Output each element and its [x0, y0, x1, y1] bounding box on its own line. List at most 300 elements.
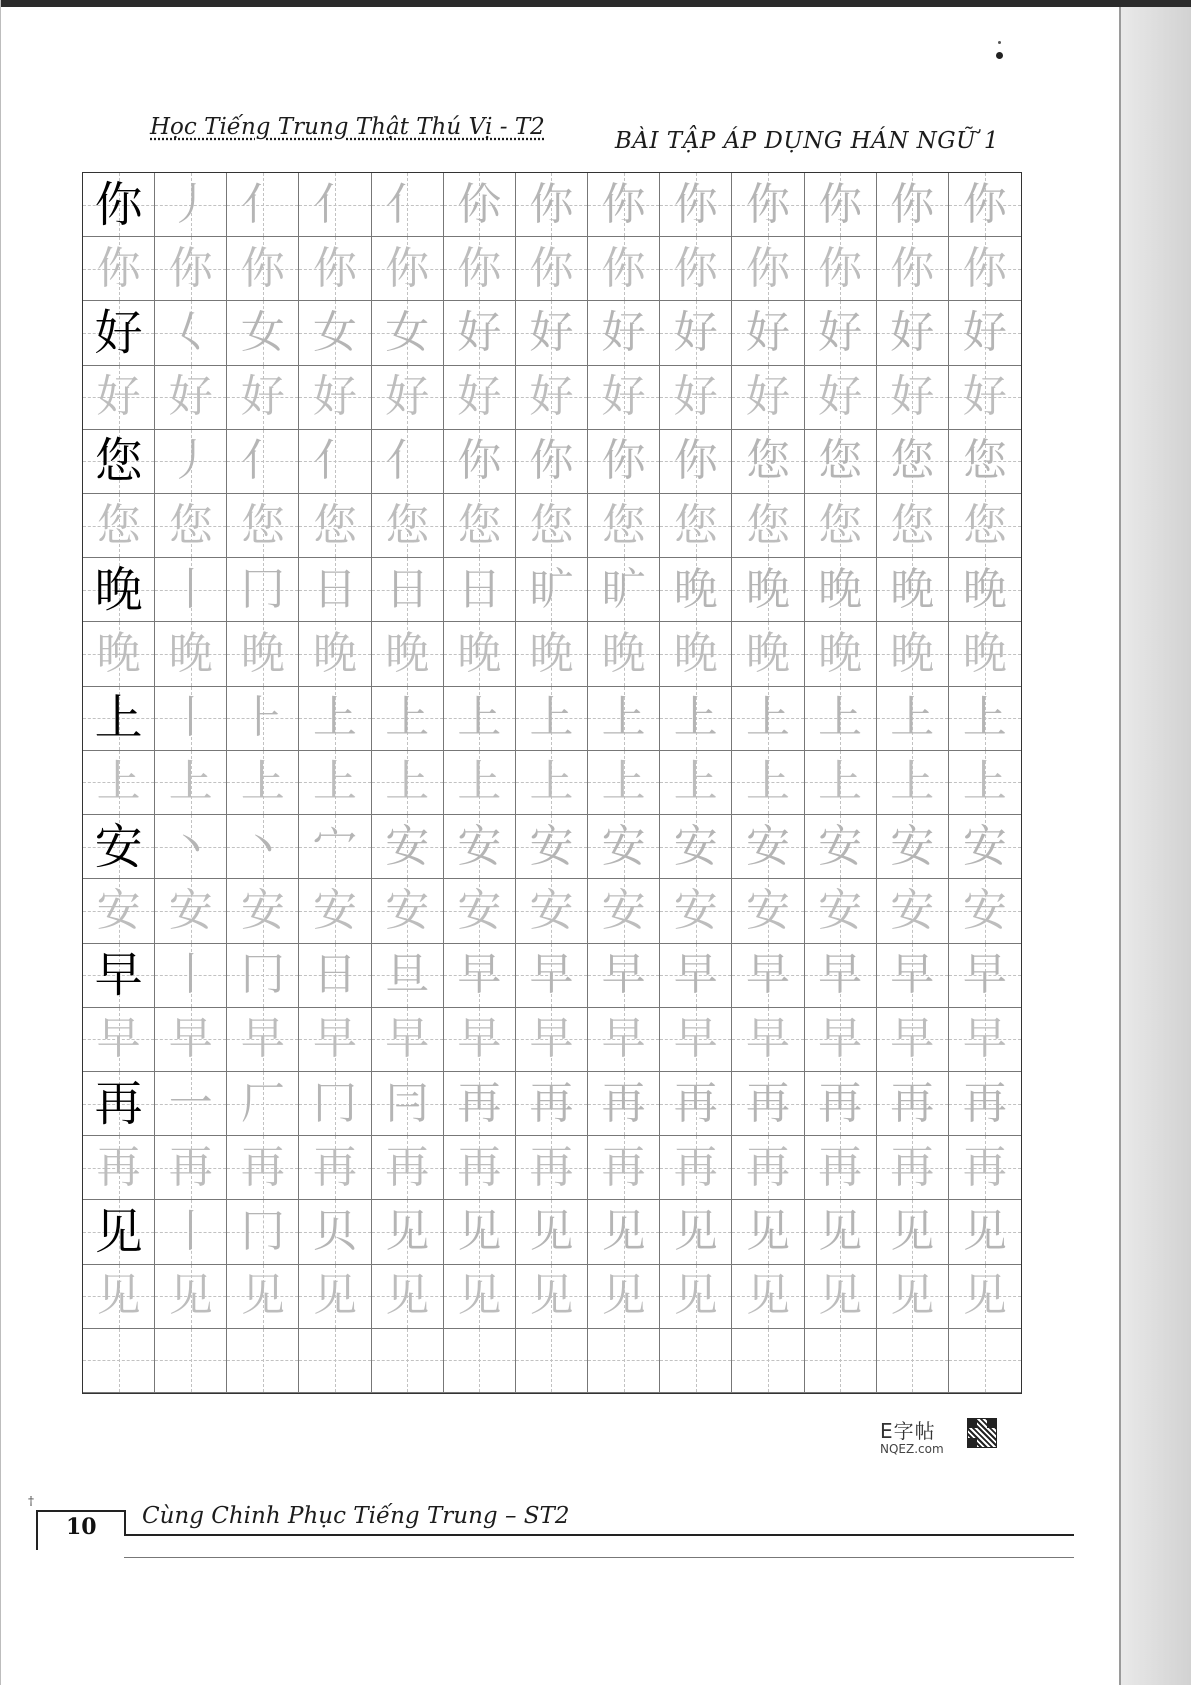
grid-cell	[83, 1200, 155, 1264]
grid-cell	[949, 751, 1021, 815]
grid-cell	[155, 944, 227, 1008]
grid-cell	[227, 430, 299, 494]
grid-cell	[83, 622, 155, 686]
trace-char: 安	[529, 884, 574, 936]
grid-cell	[660, 1136, 732, 1200]
stroke-step: 见	[457, 1205, 502, 1257]
grid-cell	[732, 558, 804, 622]
trace-char: 早	[962, 1013, 1007, 1065]
trace-char: 安	[745, 884, 790, 936]
trace-char: 晚	[673, 628, 718, 680]
trace-char: 早	[601, 1013, 646, 1065]
grid-cell	[83, 1329, 155, 1393]
trace-char: 您	[385, 499, 430, 551]
grid-cell	[949, 687, 1021, 751]
grid-cell	[299, 1265, 371, 1329]
stroke-step: 晚	[962, 563, 1007, 615]
trace-char: 见	[601, 1270, 646, 1322]
stroke-step: 早	[529, 949, 574, 1001]
grid-cell	[588, 622, 660, 686]
stroke-step: 再	[745, 1077, 790, 1129]
trace-char: 上	[529, 756, 574, 808]
trace-char: 上	[962, 756, 1007, 808]
stroke-step: 早	[601, 949, 646, 1001]
stroke-step: 上	[745, 692, 790, 744]
trace-char: 见	[529, 1270, 574, 1322]
grid-cell	[877, 687, 949, 751]
stroke-step: 安	[673, 820, 718, 872]
grid-cell	[588, 1008, 660, 1072]
grid-cell	[372, 558, 444, 622]
grid-cell	[372, 1329, 444, 1393]
grid-cell	[83, 751, 155, 815]
stroke-step: 见	[962, 1205, 1007, 1257]
grid-cell	[877, 558, 949, 622]
practice-grid	[82, 172, 1022, 1394]
grid-cell	[805, 366, 877, 430]
trace-char: 上	[890, 756, 935, 808]
trace-char: 晚	[745, 628, 790, 680]
grid-cell	[372, 1072, 444, 1136]
grid-cell	[155, 879, 227, 943]
trace-char: 好	[673, 371, 718, 423]
trace-char: 早	[745, 1013, 790, 1065]
grid-cell	[444, 687, 516, 751]
stroke-step: 亻	[313, 178, 358, 230]
stroke-step: 晚	[745, 563, 790, 615]
stroke-step: 一	[168, 1077, 213, 1129]
grid-cell	[372, 494, 444, 558]
grid-cell	[299, 879, 371, 943]
practice-char: 早	[94, 947, 143, 1004]
grid-cell	[877, 1200, 949, 1264]
grid-cell	[877, 173, 949, 237]
grid-cell	[155, 1008, 227, 1072]
grid-cell	[155, 1200, 227, 1264]
grid-cell	[516, 879, 588, 943]
trace-char: 安	[240, 884, 285, 936]
grid-cell	[588, 237, 660, 301]
trace-char: 好	[529, 371, 574, 423]
grid-cell	[732, 1072, 804, 1136]
trace-char: 再	[96, 1141, 141, 1193]
practice-char: 见	[94, 1203, 143, 1260]
trace-char: 见	[890, 1270, 935, 1322]
grid-cell	[660, 1265, 732, 1329]
grid-cell	[516, 1329, 588, 1393]
stroke-step: 上	[313, 692, 358, 744]
grid-cell	[299, 558, 371, 622]
trace-char: 再	[240, 1141, 285, 1193]
stroke-step: 安	[890, 820, 935, 872]
trace-char: 再	[962, 1141, 1007, 1193]
trace-char: 晚	[96, 628, 141, 680]
stroke-step: 好	[745, 307, 790, 359]
grid-cell	[444, 751, 516, 815]
grid-cell	[588, 430, 660, 494]
trace-char: 安	[96, 884, 141, 936]
trace-char: 好	[890, 371, 935, 423]
stroke-step: 你	[529, 178, 574, 230]
grid-cell	[227, 944, 299, 1008]
grid-cell	[227, 1136, 299, 1200]
stroke-step: 见	[601, 1205, 646, 1257]
grid-cell	[949, 237, 1021, 301]
grid-cell	[516, 494, 588, 558]
stroke-step: 再	[890, 1077, 935, 1129]
grid-cell	[732, 1265, 804, 1329]
grid-cell	[805, 751, 877, 815]
grid-cell	[660, 944, 732, 1008]
stroke-step: 早	[890, 949, 935, 1001]
grid-cell	[444, 1136, 516, 1200]
trace-char: 见	[240, 1270, 285, 1322]
grid-cell	[516, 366, 588, 430]
grid-cell	[877, 1136, 949, 1200]
grid-cell	[949, 1136, 1021, 1200]
trace-char: 你	[313, 242, 358, 294]
trace-char: 晚	[385, 628, 430, 680]
grid-cell	[949, 173, 1021, 237]
grid-cell	[227, 1008, 299, 1072]
trace-char: 您	[313, 499, 358, 551]
trace-char: 你	[890, 242, 935, 294]
trace-char: 好	[168, 371, 213, 423]
grid-cell	[660, 1008, 732, 1072]
stroke-step: 伱	[457, 178, 502, 230]
stroke-step: 安	[457, 820, 502, 872]
trace-char: 晚	[313, 628, 358, 680]
grid-cell	[444, 430, 516, 494]
stroke-step: 冂	[240, 1205, 285, 1257]
grid-cell	[444, 815, 516, 879]
trace-char: 晚	[890, 628, 935, 680]
trace-char: 你	[673, 242, 718, 294]
practice-char: 安	[94, 818, 143, 875]
grid-cell	[83, 173, 155, 237]
grid-cell	[372, 366, 444, 430]
grid-cell	[660, 558, 732, 622]
grid-cell	[660, 494, 732, 558]
grid-cell	[732, 1200, 804, 1264]
top-speck	[998, 41, 1001, 44]
stroke-step: 再	[962, 1077, 1007, 1129]
grid-cell	[372, 815, 444, 879]
grid-cell	[732, 366, 804, 430]
trace-char: 安	[818, 884, 863, 936]
trace-char: 再	[601, 1141, 646, 1193]
grid-cell	[805, 1136, 877, 1200]
grid-cell	[83, 815, 155, 879]
trace-char: 见	[385, 1270, 430, 1322]
grid-cell	[155, 1329, 227, 1393]
grid-cell	[660, 622, 732, 686]
grid-cell	[877, 622, 949, 686]
grid-cell	[444, 622, 516, 686]
stroke-step: 安	[385, 820, 430, 872]
scan-edge-line	[1119, 0, 1121, 1685]
grid-cell	[732, 687, 804, 751]
grid-cell	[877, 879, 949, 943]
grid-cell	[660, 1200, 732, 1264]
grid-cell	[732, 879, 804, 943]
grid-cell	[732, 622, 804, 686]
grid-cell	[877, 944, 949, 1008]
grid-cell	[83, 1072, 155, 1136]
grid-cell	[227, 687, 299, 751]
stroke-step: 亻	[313, 435, 358, 487]
grid-cell	[949, 622, 1021, 686]
grid-cell	[299, 687, 371, 751]
grid-cell	[299, 237, 371, 301]
trace-char: 安	[168, 884, 213, 936]
grid-cell	[227, 237, 299, 301]
stroke-step: 你	[962, 178, 1007, 230]
stroke-step: 冂	[240, 949, 285, 1001]
grid-cell	[83, 366, 155, 430]
grid-cell	[372, 687, 444, 751]
grid-cell	[155, 622, 227, 686]
trace-char: 再	[457, 1141, 502, 1193]
stroke-step: 丨	[168, 1205, 213, 1257]
stroke-step: 上	[601, 692, 646, 744]
grid-cell	[588, 558, 660, 622]
grid-cell	[444, 237, 516, 301]
stroke-step: 丶	[168, 820, 213, 872]
stroke-step: 厂	[240, 1077, 285, 1129]
grid-cell	[516, 622, 588, 686]
stroke-step: 再	[818, 1077, 863, 1129]
grid-cell	[516, 1136, 588, 1200]
grid-cell	[155, 1136, 227, 1200]
grid-cell	[83, 944, 155, 1008]
grid-cell	[732, 494, 804, 558]
grid-cell	[155, 173, 227, 237]
trace-char: 您	[818, 499, 863, 551]
trace-char: 上	[457, 756, 502, 808]
grid-cell	[949, 301, 1021, 365]
grid-cell	[227, 173, 299, 237]
grid-cell	[299, 1329, 371, 1393]
stroke-step: 日	[385, 563, 430, 615]
trace-char: 安	[962, 884, 1007, 936]
grid-cell	[660, 751, 732, 815]
stroke-step: 见	[385, 1205, 430, 1257]
trace-char: 早	[385, 1013, 430, 1065]
stroke-step: 旦	[385, 949, 430, 1001]
grid-cell	[588, 1200, 660, 1264]
trace-char: 您	[601, 499, 646, 551]
grid-cell	[949, 494, 1021, 558]
grid-cell	[660, 687, 732, 751]
stroke-step: 你	[890, 178, 935, 230]
grid-cell	[877, 815, 949, 879]
grid-cell	[444, 366, 516, 430]
grid-cell	[516, 944, 588, 1008]
stroke-step: 早	[673, 949, 718, 1001]
stroke-step: 日	[313, 563, 358, 615]
grid-cell	[299, 751, 371, 815]
brand-url: NQEZ.com	[880, 1442, 944, 1456]
grid-cell	[805, 237, 877, 301]
grid-cell	[877, 430, 949, 494]
stroke-step: 上	[385, 692, 430, 744]
grid-cell	[299, 815, 371, 879]
stroke-step: 见	[529, 1205, 574, 1257]
stroke-step: 再	[673, 1077, 718, 1129]
trace-char: 上	[168, 756, 213, 808]
stroke-step: 你	[745, 178, 790, 230]
grid-cell	[83, 1265, 155, 1329]
grid-cell	[299, 494, 371, 558]
footer-title: Cùng Chinh Phục Tiếng Trung – ST2	[142, 1503, 570, 1529]
trace-char: 您	[890, 499, 935, 551]
grid-cell	[805, 687, 877, 751]
trace-char: 见	[168, 1270, 213, 1322]
grid-cell	[372, 1008, 444, 1072]
grid-cell	[155, 751, 227, 815]
grid-cell	[805, 1072, 877, 1136]
grid-cell	[227, 558, 299, 622]
trace-char: 您	[96, 499, 141, 551]
trace-char: 再	[673, 1141, 718, 1193]
grid-cell	[588, 879, 660, 943]
stroke-step: 好	[601, 307, 646, 359]
grid-cell	[299, 1200, 371, 1264]
stroke-step: 上	[962, 692, 1007, 744]
trace-char: 晚	[457, 628, 502, 680]
grid-cell	[660, 1329, 732, 1393]
stroke-step: 早	[745, 949, 790, 1001]
grid-cell	[805, 430, 877, 494]
trace-char: 晚	[168, 628, 213, 680]
grid-cell	[299, 1072, 371, 1136]
trace-char: 上	[745, 756, 790, 808]
top-band	[0, 0, 1191, 7]
grid-cell	[949, 430, 1021, 494]
grid-cell	[516, 301, 588, 365]
stroke-step: 再	[529, 1077, 574, 1129]
stroke-step: 你	[601, 178, 646, 230]
grid-cell	[588, 301, 660, 365]
grid-cell	[516, 1008, 588, 1072]
corner-mark: †	[28, 1494, 34, 1508]
grid-cell	[444, 879, 516, 943]
practice-char: 您	[94, 433, 143, 490]
grid-cell	[732, 1008, 804, 1072]
grid-cell	[83, 879, 155, 943]
grid-cell	[227, 494, 299, 558]
stroke-step: 女	[385, 307, 430, 359]
trace-char: 安	[890, 884, 935, 936]
trace-char: 你	[168, 242, 213, 294]
grid-cell	[732, 751, 804, 815]
page-number: 10	[66, 1514, 97, 1540]
grid-cell	[83, 494, 155, 558]
stroke-step: 好	[457, 307, 502, 359]
trace-char: 见	[96, 1270, 141, 1322]
trace-char: 好	[457, 371, 502, 423]
grid-cell	[949, 879, 1021, 943]
practice-char: 上	[94, 690, 143, 747]
stroke-step: 安	[745, 820, 790, 872]
trace-char: 好	[601, 371, 646, 423]
grid-cell	[227, 301, 299, 365]
grid-cell	[516, 558, 588, 622]
grid-cell	[227, 1072, 299, 1136]
trace-char: 再	[818, 1141, 863, 1193]
trace-char: 您	[745, 499, 790, 551]
grid-cell	[732, 430, 804, 494]
stroke-step: 见	[818, 1205, 863, 1257]
trace-char: 安	[673, 884, 718, 936]
trace-char: 早	[313, 1013, 358, 1065]
trace-char: 安	[601, 884, 646, 936]
grid-cell	[444, 1072, 516, 1136]
stroke-step: 好	[962, 307, 1007, 359]
trace-char: 晚	[601, 628, 646, 680]
grid-cell	[660, 173, 732, 237]
stroke-step: 你	[529, 435, 574, 487]
grid-cell	[516, 237, 588, 301]
trace-char: 早	[168, 1013, 213, 1065]
grid-cell	[516, 1072, 588, 1136]
stroke-step: 日	[457, 563, 502, 615]
grid-cell	[372, 944, 444, 1008]
grid-cell	[372, 1200, 444, 1264]
stroke-step: 安	[529, 820, 574, 872]
stroke-step: 您	[890, 435, 935, 487]
practice-char: 再	[94, 1075, 143, 1132]
grid-cell	[660, 366, 732, 430]
grid-cell	[732, 301, 804, 365]
trace-char: 再	[313, 1141, 358, 1193]
stroke-step: 丨	[168, 563, 213, 615]
grid-cell	[155, 558, 227, 622]
stroke-step: 亻	[240, 435, 285, 487]
grid-cell	[516, 1200, 588, 1264]
grid-cell	[299, 622, 371, 686]
grid-cell	[83, 1008, 155, 1072]
trace-char: 上	[240, 756, 285, 808]
stroke-step: 冃	[385, 1077, 430, 1129]
grid-cell	[805, 944, 877, 1008]
trace-char: 好	[745, 371, 790, 423]
grid-cell	[299, 173, 371, 237]
trace-char: 您	[240, 499, 285, 551]
grid-cell	[588, 815, 660, 879]
grid-cell	[805, 815, 877, 879]
grid-cell	[588, 366, 660, 430]
trace-char: 早	[240, 1013, 285, 1065]
stroke-step: 丶	[240, 820, 285, 872]
stroke-step: 再	[457, 1077, 502, 1129]
stroke-step: 你	[457, 435, 502, 487]
trace-char: 早	[457, 1013, 502, 1065]
grid-cell	[805, 1008, 877, 1072]
grid-cell	[83, 558, 155, 622]
grid-cell	[227, 815, 299, 879]
grid-cell	[227, 1265, 299, 1329]
grid-cell	[372, 430, 444, 494]
grid-cell	[588, 944, 660, 1008]
grid-cell	[444, 301, 516, 365]
stroke-step: 安	[818, 820, 863, 872]
stroke-step: 上	[818, 692, 863, 744]
grid-cell	[372, 1136, 444, 1200]
trace-char: 你	[96, 242, 141, 294]
stroke-step: 您	[962, 435, 1007, 487]
